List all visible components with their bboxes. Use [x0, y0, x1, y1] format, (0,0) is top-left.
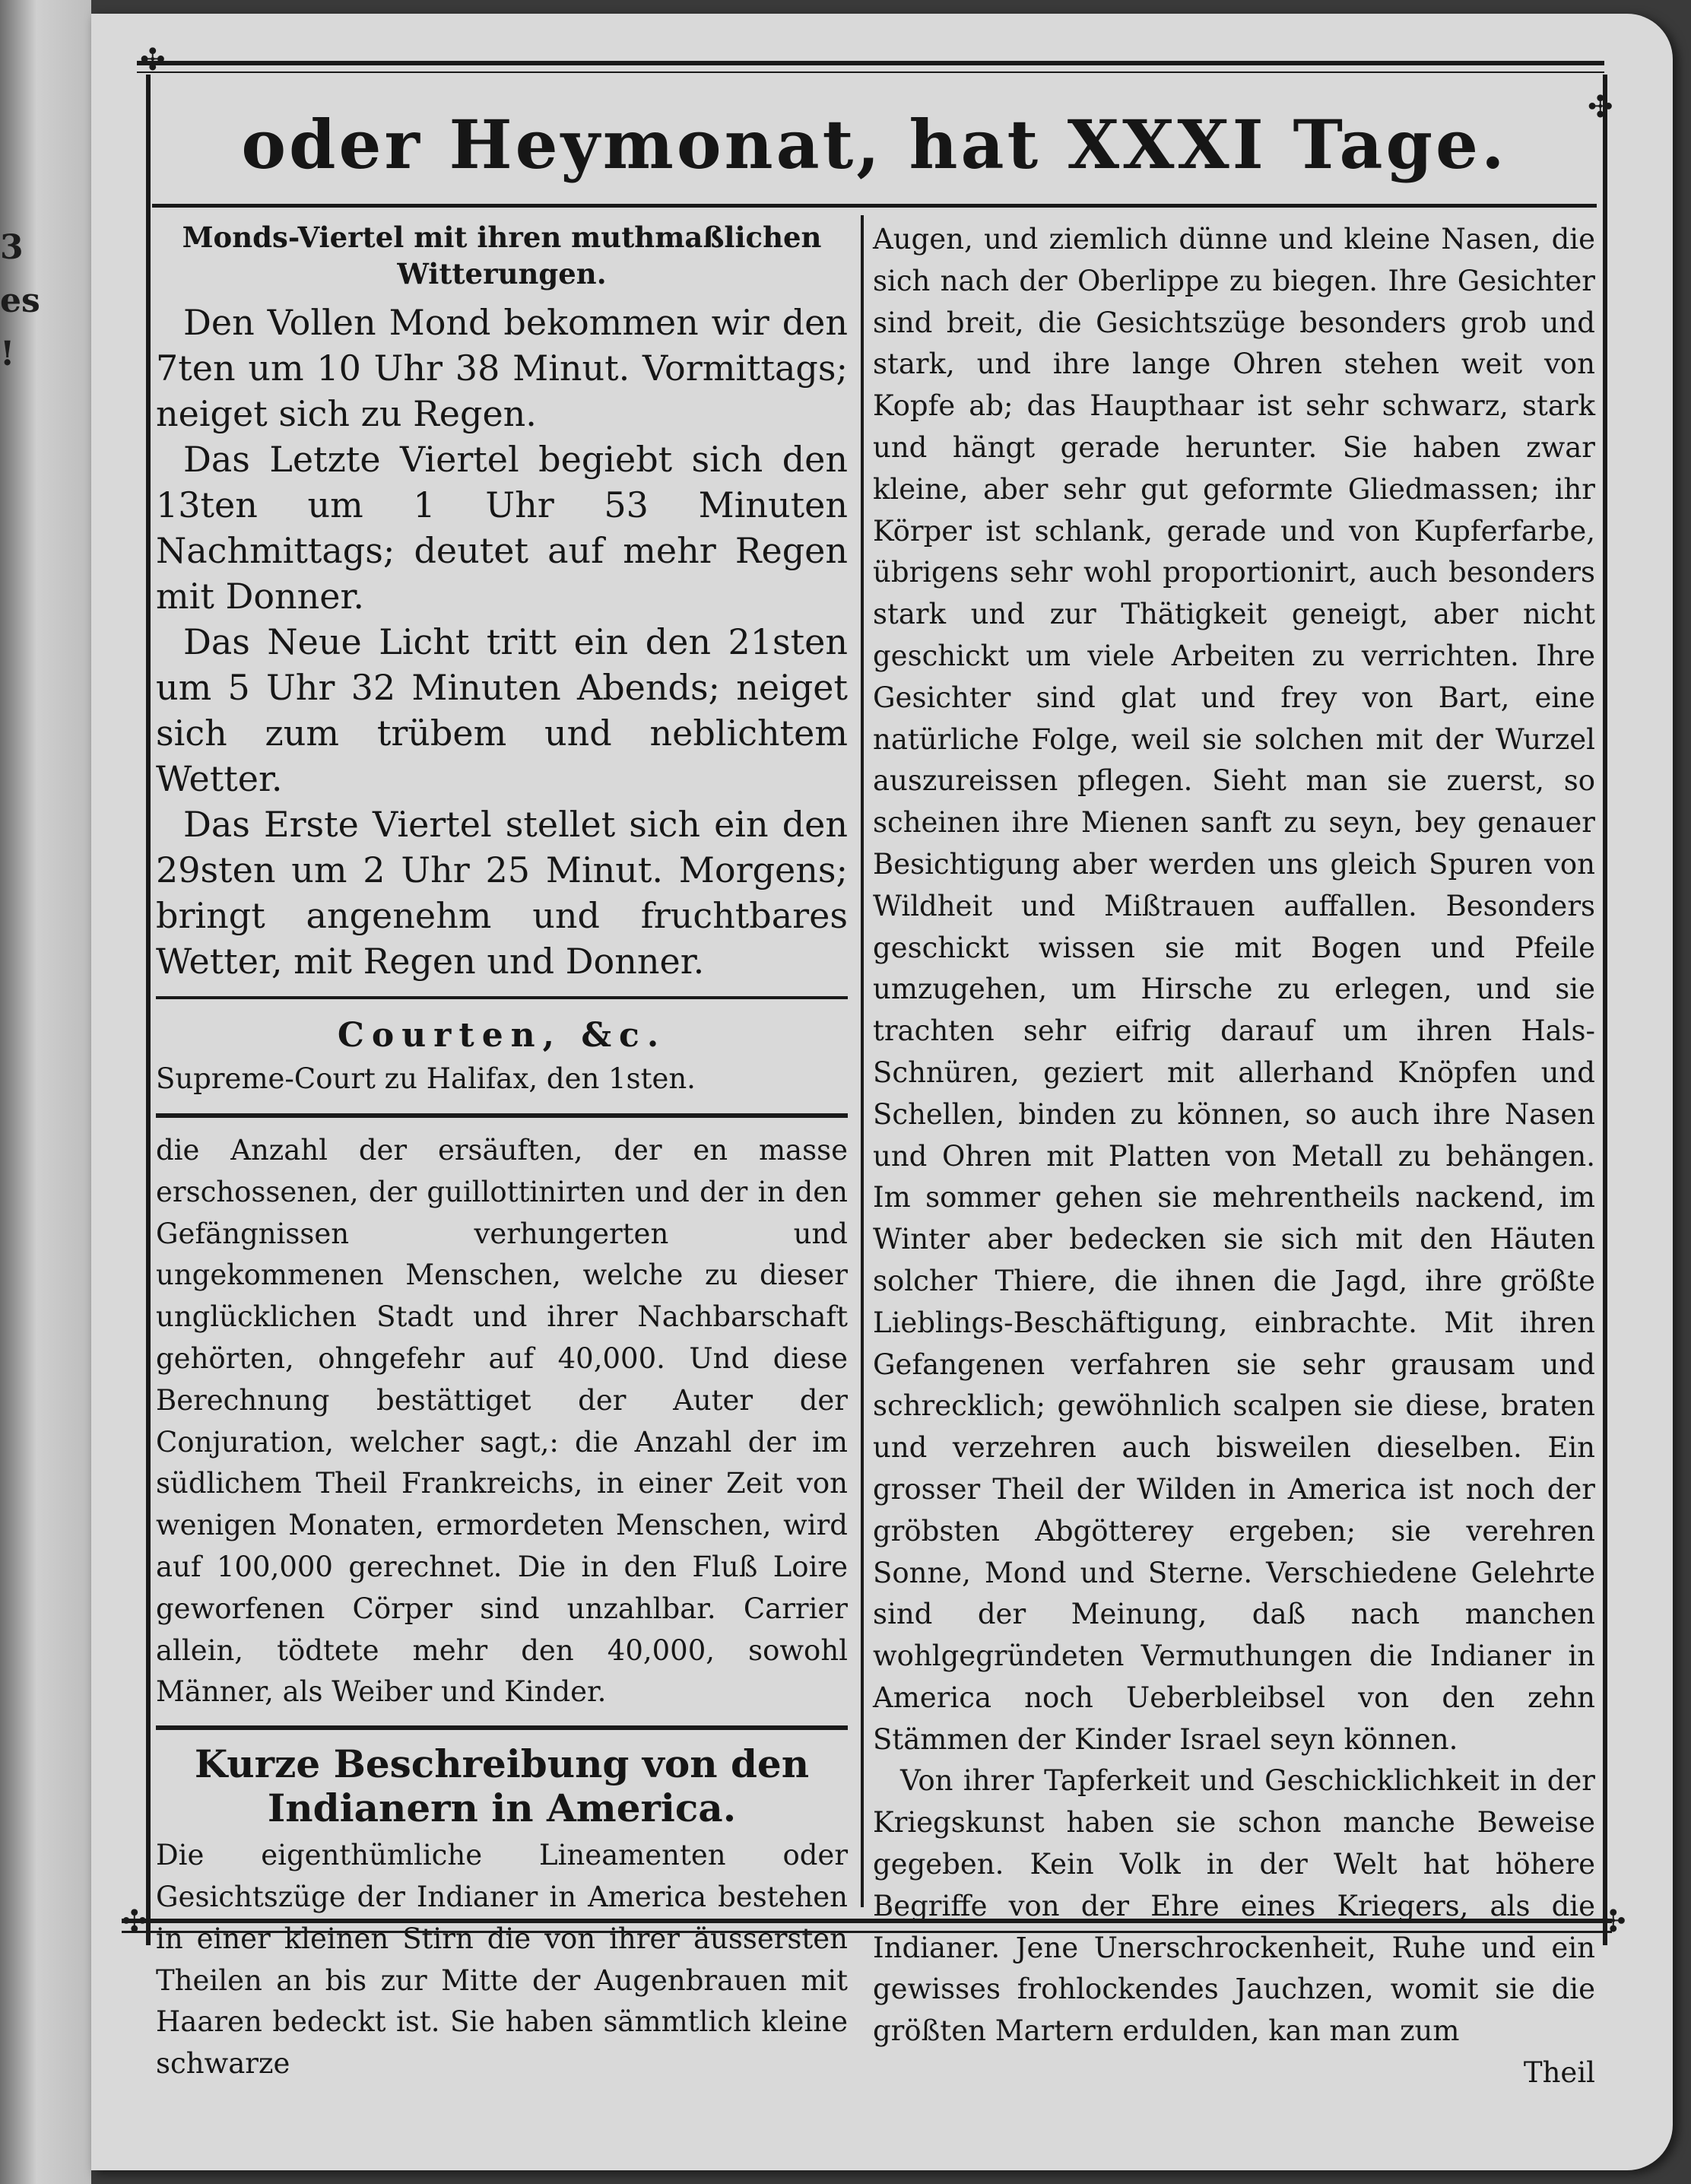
moon-paragraph: Das Neue Licht tritt ein den 21sten um 5 Uhr 32 Minuten Abends; neiget sich zum trübem und neblichtem Wetter.: [156, 621, 848, 799]
indians-article-paragraph: Von ihrer Tapferkeit und Geschicklichkeit in der Kriegskunst haben sie schon manche Beweise gegeben. Kein Volk in der Welt hat höhere Begriffe von der Ehre eines Kriegers, als die Indianer. Jene Unerschrockenheit, Ruhe und ein gewisses frohlockendes Jauchzen, womit sie die größten Martern erdulden, kan man zum: [873, 1764, 1595, 2048]
right-column: [873, 219, 1595, 2094]
corner-ornament-icon: ✣: [122, 1904, 148, 1939]
corner-ornament-icon: ✣: [1588, 90, 1613, 125]
indians-article-continuation: Augen, und ziemlich dünne und kleine Nasen, die sich nach der Oberlippe zu biegen. Ihre Gesichter sind breit, die Gesichtszüge besonders grob und stark, und ihre lange Ohren stehen weit von Kopfe ab; das Haupthaar ist sehr schwarz, stark und hängt gerade herunter. Sie haben zwar kleine, aber sehr gut geformte Gliedmassen; ihr Körper ist schlank, gerade und von Kupferfarbe, übrigens sehr wohl proportionirt, auch besonders stark und zur Thätigkeit geneigt, aber nicht geschickt um viele Arbeiten zu verrichten. Ihre Gesichter sind glat und frey von Bart, eine natürliche Folge, weil sie solchen mit der Wurzel auszureissen pflegen. Sieht man sie zuerst, so scheinen ihre Mienen sanft zu seyn, bey genauer Besichtigung aber werden uns gleich Spuren von Wildheit und Mißtrauen auffallen. Besonders geschickt wissen sie mit Bogen und Pfeile umzugehen, um Hirsche zu erlegen, und sie trachten sehr eifrig darauf um ihren Hals-Schnüren, geziert mit allerhand Knöpfen und Schellen, binden zu können, so auch ihre Nasen und Ohren mit Platten von Metall zu behängen. Im sommer gehen sie mehrentheils nackend, im Winter aber bedecken sie sich mit den Häuten solcher Thiere, die ihnen die Jagd, ihre größte Lieblings-Beschäftigung, einbrachte. Mit ihren Gefangenen verfahren sie sehr grausam und schrecklich; gewöhnlich scalpen sie diese, braten und verzehren auch bisweilen dieselben. Ein grosser Theil der Wilden in America ist noch der gröbsten Abgötterey ergeben; sie verehren Sonne, Mond und Sterne. Verschiedene Gelehrte sind der Meinung, daß nach manchen wohlgegründeten Vermuthungen die Indianer in America noch Ueberbleibsel von den zehn Stämmen der Kinder Israel seyn können.: [873, 223, 1595, 1756]
title-rule: [152, 204, 1597, 208]
fragment-line: !: [0, 335, 15, 373]
corner-ornament-icon: ✣: [1601, 1904, 1626, 1939]
column-divider: [861, 215, 864, 1907]
catchword: Theil: [1523, 2056, 1595, 2090]
moon-paragraph: Den Vollen Mond bekommen wir den 7ten um 10 Uhr 38 Minut. Vormittags; neiget sich zu Regen.: [156, 302, 848, 434]
fragment-line: es: [0, 281, 40, 320]
courts-heading: Courten, &c.: [337, 1016, 667, 1055]
moon-paragraph: Das Letzte Viertel begiebt sich den 13ten um 1 Uhr 53 Minuten Nachmittags; deutet auf mehr Regen mit Donner.: [156, 439, 848, 617]
section-rule: [156, 1725, 848, 1730]
indians-article-title: Kurze Beschreibung von den Indianern in America.: [194, 1741, 810, 1831]
indians-article-text: Die eigenthümliche Lineamenten oder Gesichtszüge der Indianer in America bestehen in einer kleinen Stirn die von ihrer äussersten Theilen an bis zur Mitte der Augenbrauen mit Haaren bedeckt ist. Sie haben sämmtlich kleine schwarze: [156, 1839, 848, 2081]
adjacent-page-fragment: [0, 228, 40, 388]
section-rule: [156, 1113, 848, 1118]
moon-quarters-heading: Monds-Viertel mit ihren muthmaßlichen Witterungen.: [182, 221, 822, 290]
court-entry: Supreme-Court zu Halifax, den 1sten.: [156, 1062, 696, 1095]
fragment-line: 3: [0, 228, 24, 267]
section-rule: [156, 996, 848, 999]
top-double-rule: [137, 61, 1604, 73]
almanac-page: [91, 14, 1673, 2170]
article-continuation: die Anzahl der ersäuften, der en masse erschossenen, der guillottinirten und der in den Gefängnissen verhungerten und ungekommenen Menschen, welche zu dieser unglücklichen Stadt und ihrer Nachbarschaft gehörten, ohngefehr auf 40,000. Und diese Berechnung bestättiget der Auter der Conjuration, welcher sagt,: die Anzahl der im südlichem Theil Frankreichs, in einer Zeit von wenigen Monaten, ermordeten Menschen, wird auf 100,000 gerechnet. Die in den Fluß Loire geworfenen Cörper sind unzahlbar. Carrier allein, tödtete mehr den 40,000, sowohl Männer, als Weiber und Kinder.: [156, 1134, 848, 1709]
adjacent-page-edge: [0, 0, 91, 2184]
bottom-double-rule: [122, 1919, 1612, 1933]
moon-paragraph: Das Erste Viertel stellet sich ein den 29sten um 2 Uhr 25 Minut. Morgens; bringt angenehm und fruchtbares Wetter, mit Regen und Donner.: [156, 804, 848, 982]
page-title: oder Heymonat, hat XXXI Tage.: [241, 105, 1508, 184]
corner-ornament-icon: ✣: [140, 43, 166, 78]
left-column: [156, 219, 848, 2085]
